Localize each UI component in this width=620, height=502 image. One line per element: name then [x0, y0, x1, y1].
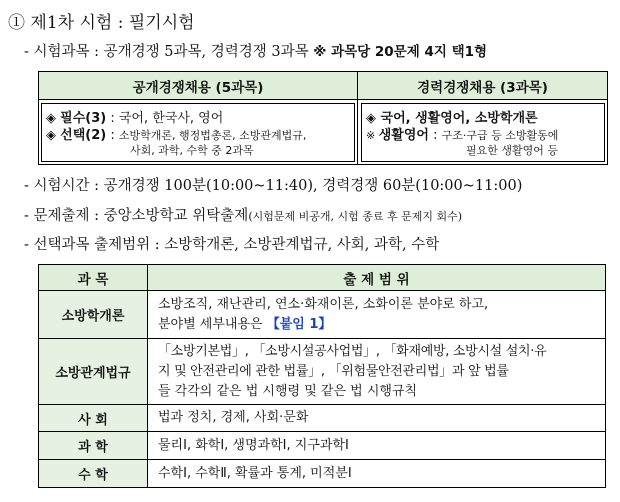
open-recruit-header: 공개경쟁채용 (5과목) [39, 72, 358, 100]
question-source-text: - 문제출제 : 중앙소방학교 위탁출제 [24, 208, 249, 224]
subject-cell: 수 학 [39, 460, 148, 488]
elective-range-line: - 선택과목 출제범위 : 소방학개론, 소방관계법규, 사회, 과학, 수학 [24, 237, 440, 253]
range-cell: 법과 정치, 경제, 사회·문화 [148, 405, 606, 432]
question-source-note: (시험문제 비공개, 시험 종료 후 문제지 회수) [248, 210, 463, 223]
living-english-desc: 구조·구급 등 소방활동에 [441, 129, 559, 142]
living-english-cont-text: 필요한 생활영어 등 [466, 144, 559, 157]
subject-column-header: 과 목 [39, 265, 148, 291]
note-mark: ※ [366, 129, 379, 142]
elective-subjects-cont [130, 142, 254, 158]
separator: : [106, 111, 119, 126]
table-row [39, 339, 606, 405]
subject-table [38, 71, 608, 165]
question-source-line [24, 204, 462, 225]
elective-subjects: 소방학개론, 행정법총론, 소방관계법규, [118, 129, 307, 142]
range-line: 「소방기본법」, 「소방시설공사업법」, 「화재예방, 소방시설 설치·유 [158, 343, 547, 359]
range-line: 들 각각의 같은 법 시행령 및 같은 법 시행규칙 [158, 383, 418, 399]
career-subjects-box [361, 103, 605, 162]
elective-label: 선택(2) [60, 128, 107, 143]
separator: : [106, 128, 119, 143]
exam-subjects-text: - 시험과목 : 공개경쟁 5과목, 경력경쟁 3과목 [24, 44, 314, 60]
table-row [39, 460, 606, 488]
table-row [39, 432, 606, 460]
range-line [158, 315, 605, 335]
section-title: ① 제1차 시험 : 필기시험 [8, 13, 195, 33]
living-english-cont [466, 142, 558, 158]
open-subjects-box [41, 103, 355, 162]
range-cell: 물리Ⅰ, 화학Ⅰ, 생명과학Ⅰ, 지구과학Ⅰ [148, 432, 606, 460]
range-text: 분야별 세부내용은 [158, 316, 267, 332]
table-row [39, 405, 606, 432]
required-subjects: 국어, 한국사, 영어 [118, 111, 224, 126]
subject-cell: 소방관계법규 [39, 339, 148, 405]
column-divider [357, 72, 358, 164]
career-recruit-header: 경력경쟁채용 (3과목) [358, 72, 607, 100]
question-format-note: ※ 과목당 20문제 4지 택1형 [313, 44, 488, 60]
bullet: ◈ [46, 128, 61, 143]
range-cell [148, 339, 606, 405]
separator: : [428, 128, 442, 143]
career-subjects-row: ◈ 국어, 생활영어, 소방학개론 [366, 111, 538, 126]
living-english-label: 생활영어 [378, 128, 429, 143]
range-line: 지 및 안전관리에 관한 법률」, 「위험물안전관리법」과 앞 법률 [158, 363, 509, 379]
table-row [39, 291, 606, 339]
attachment-ref: 【붙임 1】 [266, 316, 332, 332]
range-cell [148, 291, 606, 339]
subject-cell: 과 학 [39, 432, 148, 460]
range-table [38, 264, 606, 488]
elective-subjects-row [46, 124, 306, 143]
elective-subjects-cont-text: 사회, 과학, 수학 중 2과목 [130, 144, 254, 157]
range-table-header [39, 265, 606, 291]
living-english-row [366, 124, 558, 143]
range-line: 소방조직, 재난관리, 연소·화재이론, 소화이론 분야로 하고, [158, 296, 489, 312]
subject-cell: 사 회 [39, 405, 148, 432]
exam-time-line: - 시험시간 : 공개경쟁 100분(10:00~11:40), 경력경쟁 60분(10:00~11:00) [24, 178, 523, 194]
exam-subjects-line [24, 40, 487, 61]
subject-cell: 소방학개론 [39, 291, 148, 339]
required-label: 필수(3) [60, 111, 107, 126]
bullet: ◈ [46, 111, 61, 126]
range-cell: 수학Ⅰ, 수학Ⅱ, 확률과 통계, 미적분Ⅰ [148, 460, 606, 488]
range-column-header: 출 제 범 위 [148, 265, 606, 291]
